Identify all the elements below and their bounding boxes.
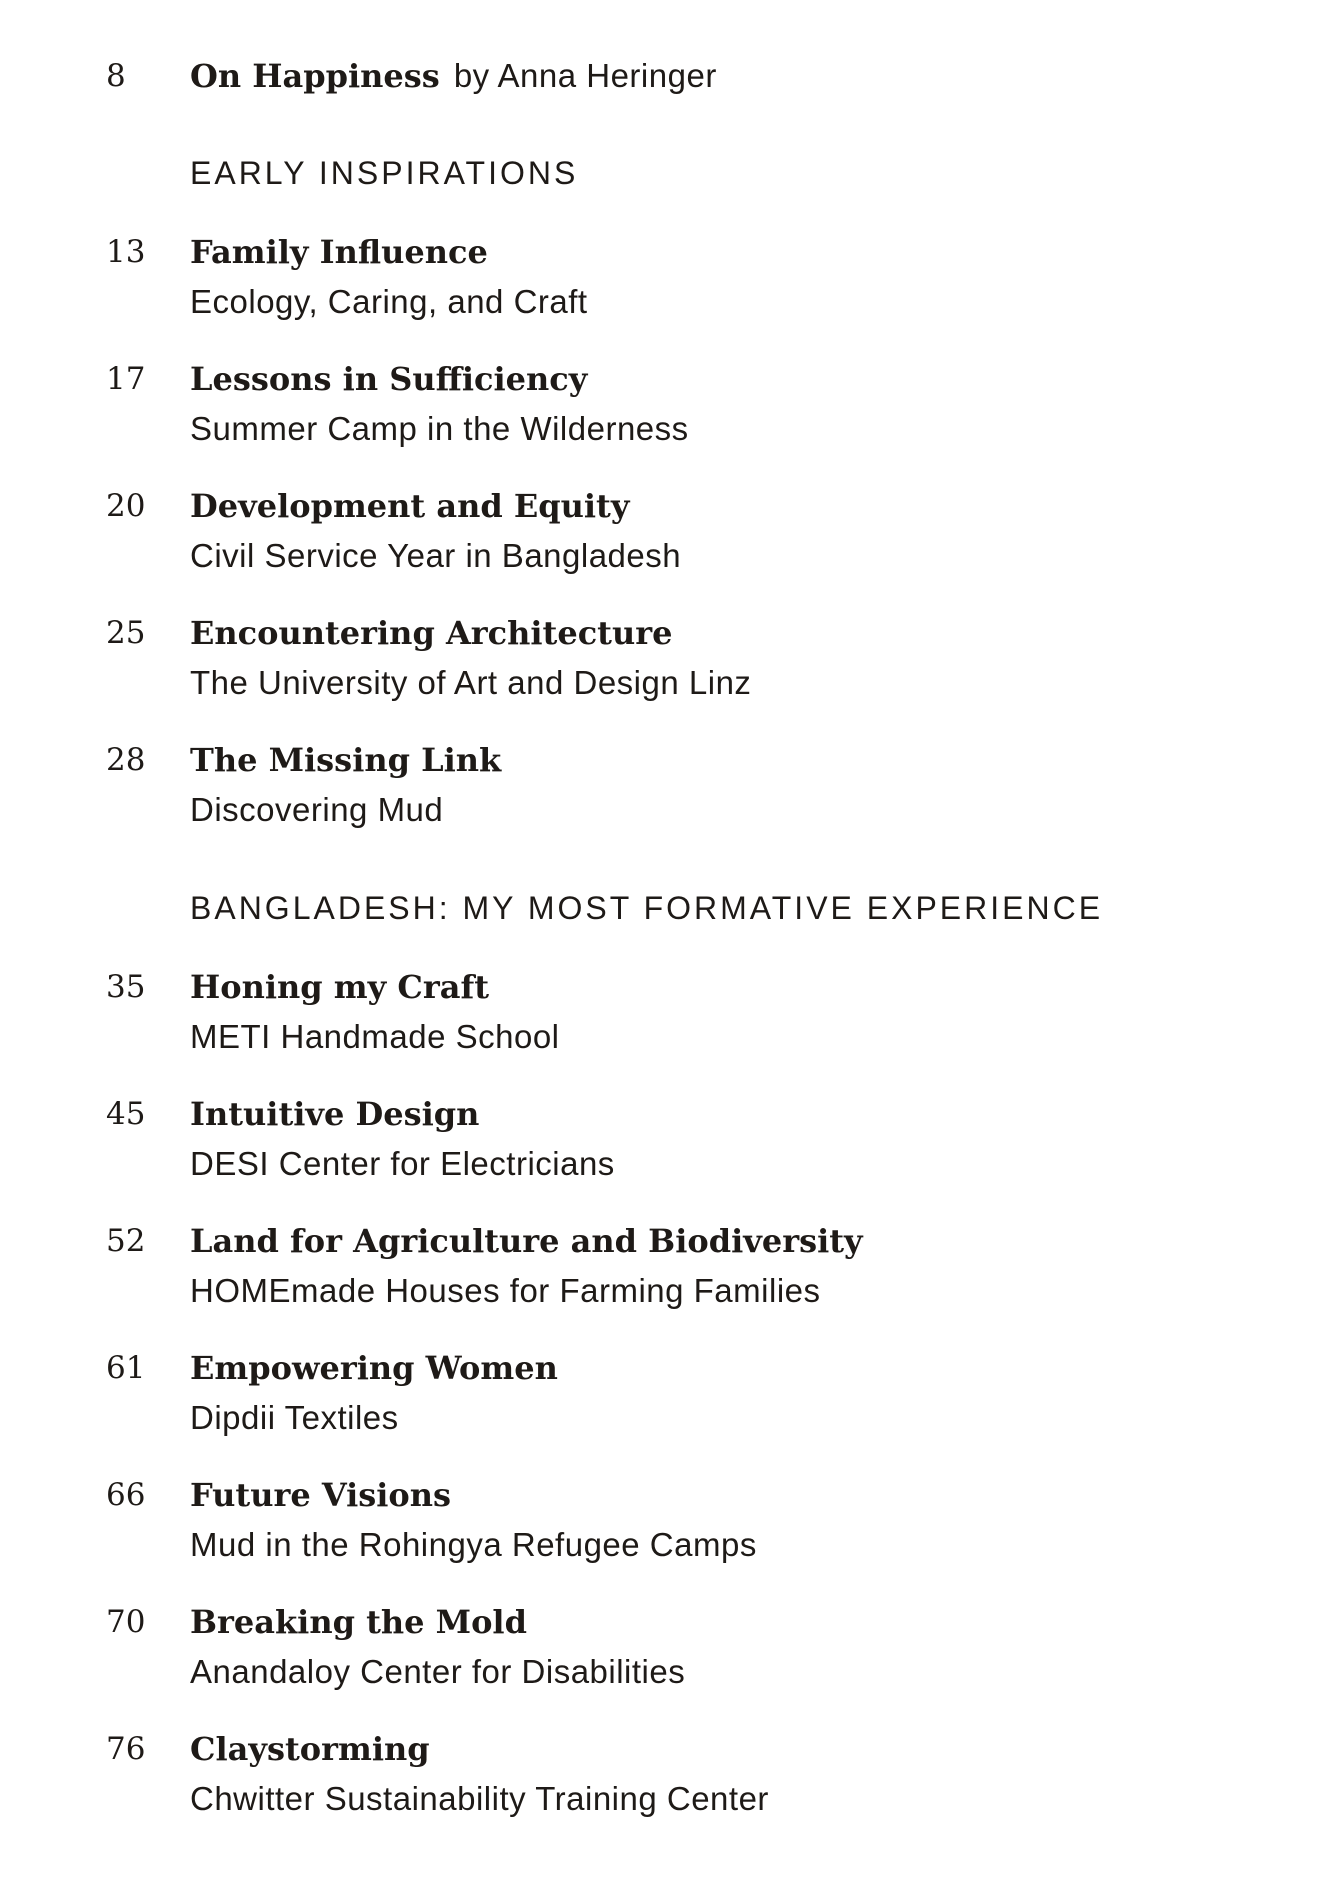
entry-subtitle: HOMEmade Houses for Farming Families: [190, 1272, 821, 1309]
entry-title: Development and Equity: [190, 487, 630, 525]
entry-title: Empowering Women: [190, 1349, 558, 1387]
page-number: 35: [106, 969, 146, 1005]
entry-subtitle: Chwitter Sustainability Training Center: [190, 1780, 769, 1817]
entry-title: Intuitive Design: [190, 1095, 480, 1133]
entry-subtitle: Civil Service Year in Bangladesh: [190, 537, 682, 574]
entry-title: Future Visions: [190, 1476, 452, 1514]
page-number: 70: [106, 1604, 146, 1640]
entry-title-text: On Happiness: [190, 57, 440, 95]
page-number: 28: [106, 742, 146, 778]
page-number: 61: [106, 1350, 146, 1386]
entry-title: Land for Agriculture and Biodiversity: [190, 1222, 863, 1260]
page-number: 25: [106, 615, 146, 651]
entry-subtitle: The University of Art and Design Linz: [190, 664, 752, 701]
page-number: 8: [106, 58, 126, 94]
page-number: 52: [106, 1223, 146, 1259]
page-number: 45: [106, 1096, 146, 1132]
entry-subtitle: METI Handmade School: [190, 1018, 560, 1055]
entry-title: Honing my Craft: [190, 968, 489, 1006]
entry-author: by Anna Heringer: [453, 57, 717, 94]
entry-title: Lessons in Sufficiency: [190, 360, 588, 398]
page-number: 17: [106, 361, 146, 397]
entry-title: Family Influence: [190, 233, 488, 271]
entry-title: Encountering Architecture: [190, 614, 673, 652]
entry-subtitle: Dipdii Textiles: [190, 1399, 399, 1436]
page-number: 20: [106, 488, 146, 524]
page-number: 66: [106, 1477, 146, 1513]
section-heading: BANGLADESH: MY MOST FORMATIVE EXPERIENCE: [190, 890, 1104, 926]
page-number: 13: [106, 234, 146, 270]
entry-title: [190, 56, 717, 96]
page-number: 76: [106, 1731, 146, 1767]
entry-subtitle: Anandaloy Center for Disabilities: [190, 1653, 686, 1690]
entry-title: Claystorming: [190, 1730, 430, 1768]
entry-subtitle: Ecology, Caring, and Craft: [190, 283, 588, 320]
entry-title: The Missing Link: [190, 741, 502, 779]
section-heading: EARLY INSPIRATIONS: [190, 155, 579, 191]
entry-subtitle: Summer Camp in the Wilderness: [190, 410, 689, 447]
entry-title: Breaking the Mold: [190, 1603, 527, 1641]
entry-subtitle: DESI Center for Electricians: [190, 1145, 615, 1182]
entry-subtitle: Mud in the Rohingya Refugee Camps: [190, 1526, 757, 1563]
entry-subtitle: Discovering Mud: [190, 791, 444, 828]
